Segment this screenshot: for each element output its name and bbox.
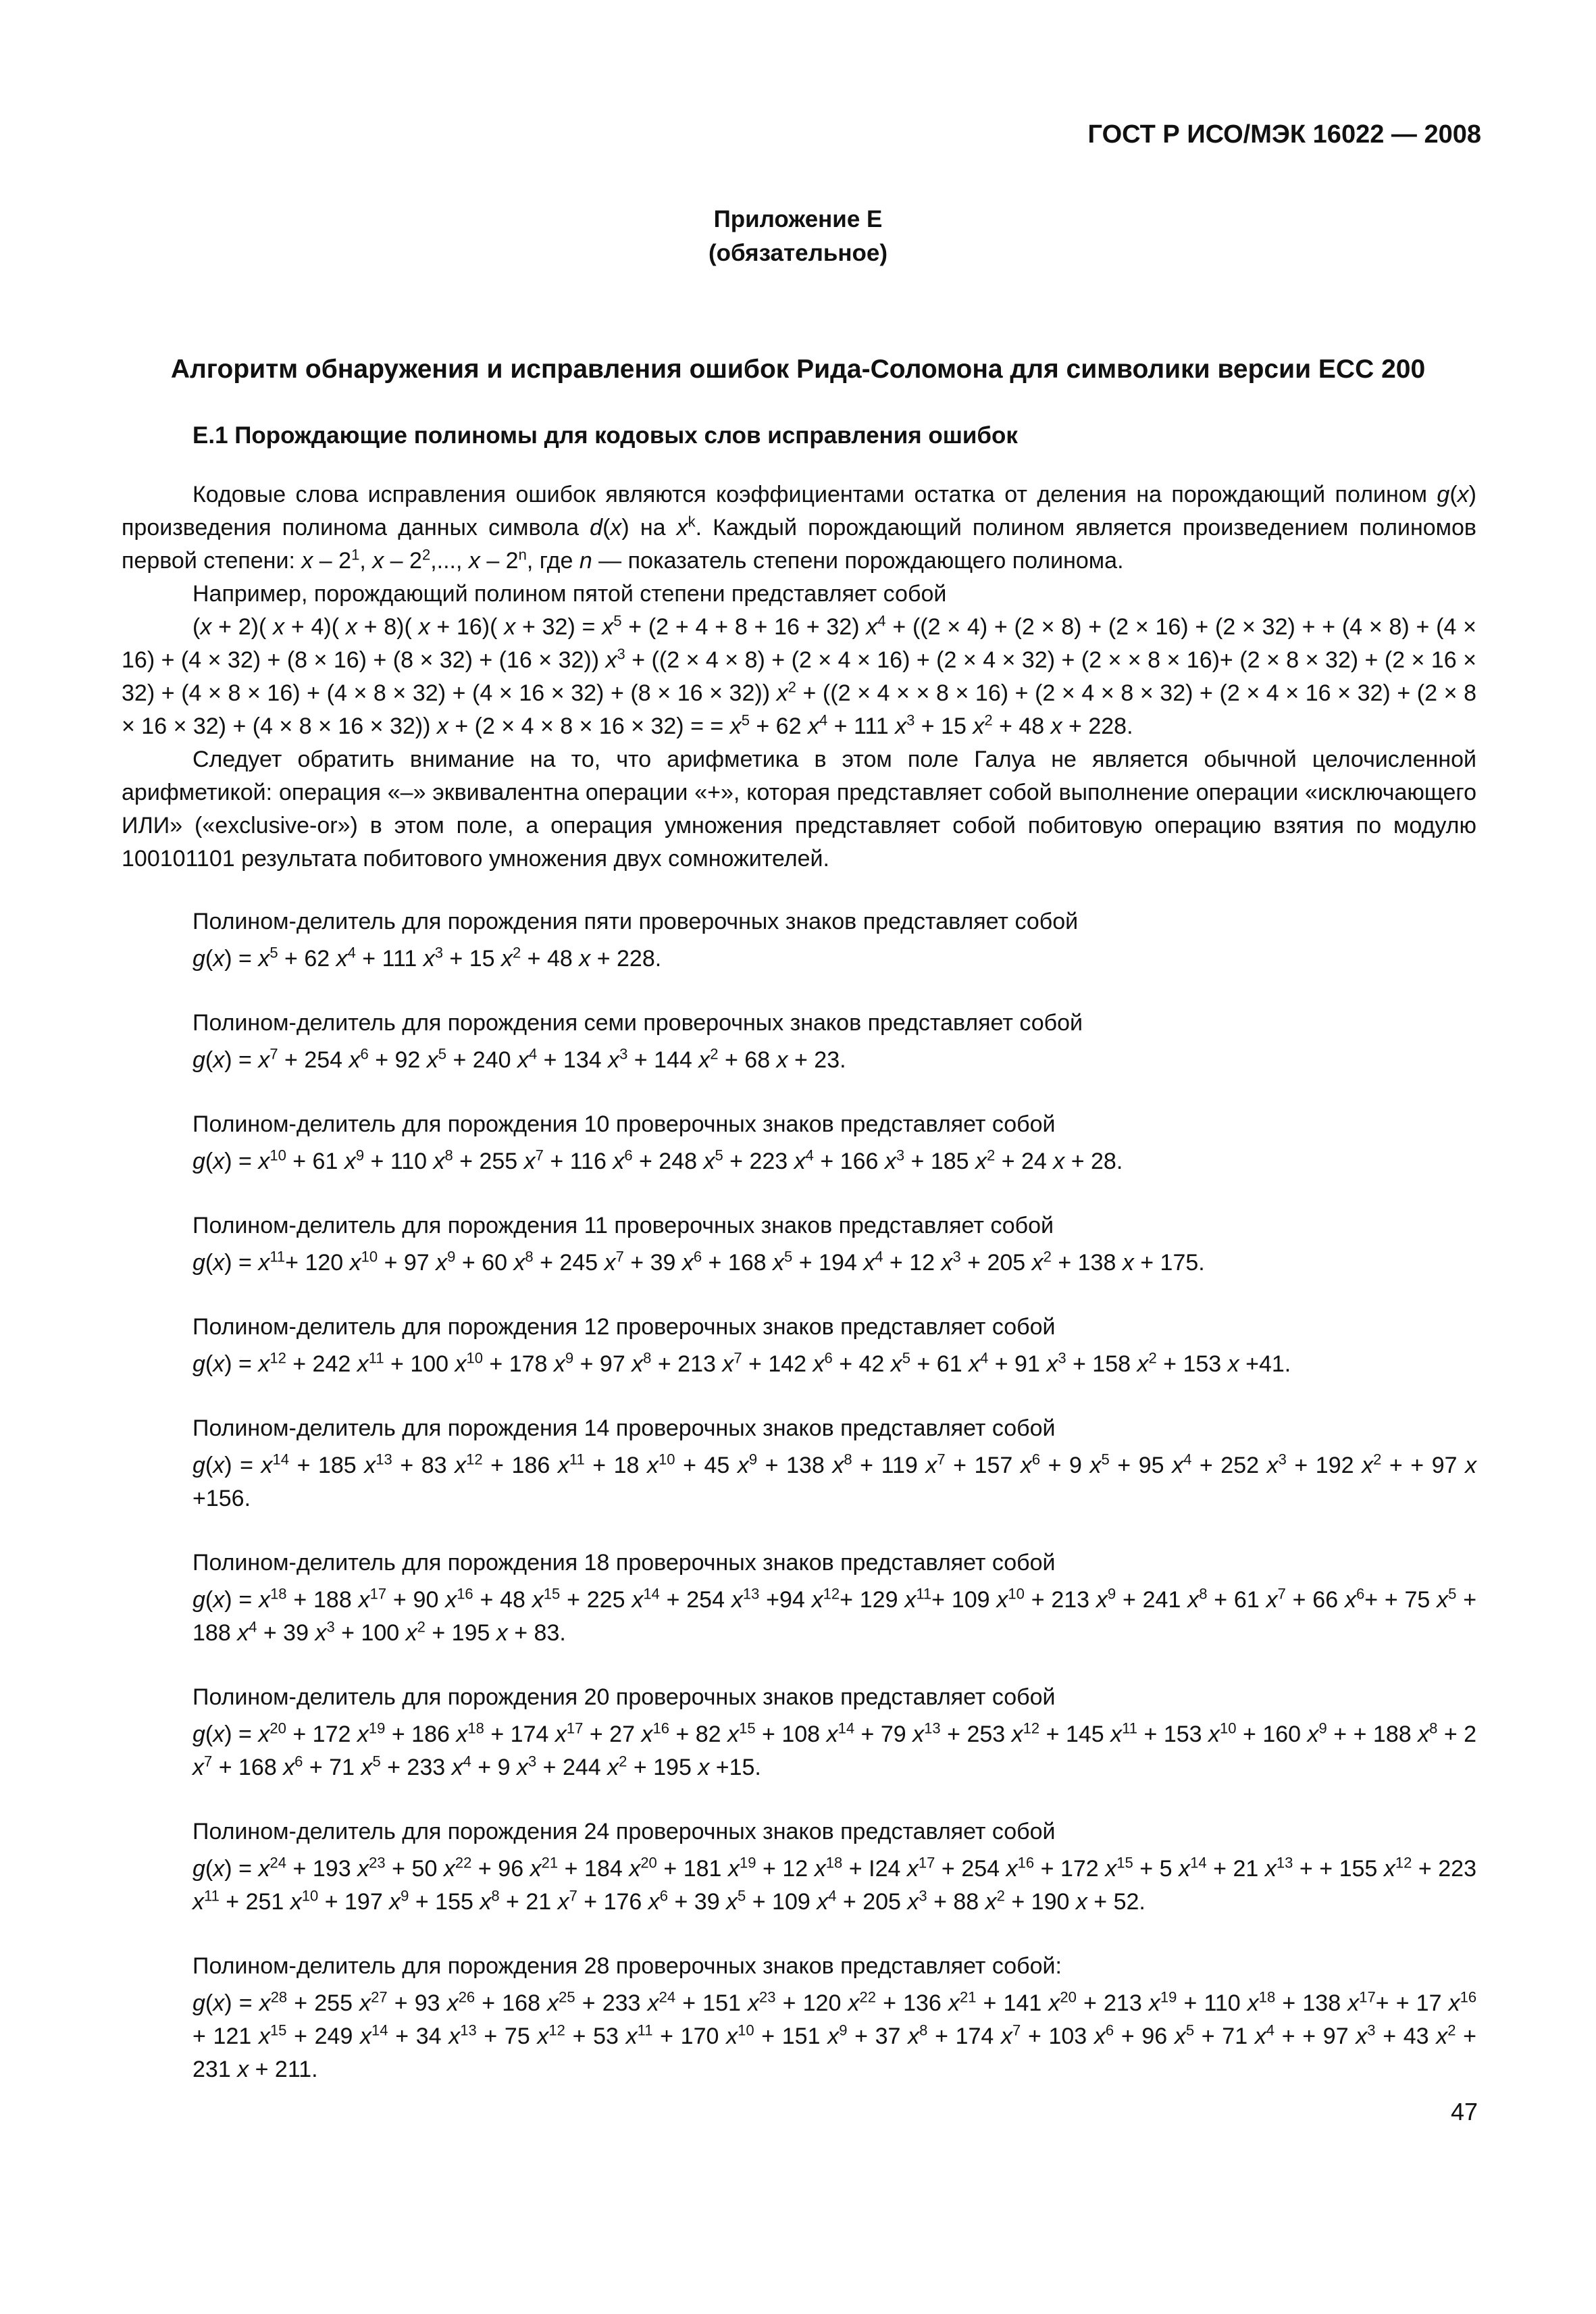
polynomial-intro: Полином-делитель для порождения 14 проверочных знаков представляет собой <box>192 1415 1056 1441</box>
polynomial-intro: Полином-делитель для порождения семи проверочных знаков представляет собой <box>192 1010 1083 1036</box>
polynomial-entry <box>122 905 1476 976</box>
polynomial-intro: Полином-делитель для порождения 11 проверочных знаков представляет собой <box>192 1213 1054 1238</box>
polynomial-formula: $g(x) = x^{12} + 242$ $x^{11} + 100$ $x^{10} + 178$ $x^9 + 97$ $x^8 + 213$ $x^7 + 142$ $x^6 + 42$ $x^5 + 61$ $x^4 + 91$ $x^3 + 158$ $x^2 + 153$ x +41. <box>192 1349 1291 1377</box>
polynomial-intro: Полином-делитель для порождения 24 проверочных знаков представляет собой <box>192 1819 1056 1844</box>
polynomial-intro: Полином-делитель для порождения 28 проверочных знаков представляет собой: <box>192 1953 1062 1979</box>
annex-title: Приложение Е <box>713 206 883 232</box>
paragraph-definition: Кодовые слова исправления ошибок являются коэффициентами остатка от деления на порождающий полином g(x) произведения полинома данных символа d(x) на $x^k$. Каждый порождающий полином является произведением полиномов первой степени: x – $2^1$, x – $2^2$,..., x – 2$^n$, где n — показатель степени порождающего полинома. <box>122 482 1476 574</box>
paragraph-example-lead: Например, порождающий полином пятой степени представляет собой <box>192 581 947 607</box>
polynomial-intro: Полином-делитель для порождения 18 проверочных знаков представляет собой <box>192 1550 1056 1576</box>
section-title: Е.1 Порождающие полиномы для кодовых слов исправления ошибок <box>192 422 1018 449</box>
polynomial-formula: $g(x) = x^{14} + 185$ $x^{13} + 83$ $x^{12} + 186$ $x^{11} + 18$ $x^{10} + 45$ $x^9 + 138$ $x^8 + 119$ $x^7 + 157$ $x^6 + 9$ $x^5 + 95$ $x^4 + 252$ $x^3 + 192$ $x^2$ + + 97 x +156. <box>192 1451 1477 1511</box>
annex-status: (обязательное) <box>708 240 887 266</box>
polynomial-formula: $g(x) = x^{28} + 255$ $x^{27} + 93$ $x^{26} + 168$ $x^{25} + 233$ $x^{24} + 151$ $x^{23} + 120$ $x^{22} + 136$ $x^{21} + 141$ $x^{20} + 213$ $x^{19} + 110$ $x^{18} + 138$ $x^{17}+ + 17$ $x^{16} + 121$ $x^{15} + 249$ $x^{14} + 34$ $x^{13} + 75$ $x^{12} + 53$ $x^{11} + 170$ $x^{10} + 151$ $x^9 + 37$ $x^8 + 174$ $x^7 + 103$ $x^6 + 96$ $x^5 + 71$ $x^4$ + + 97 $x^3 + 43$ $x^2 + 231$ x + 211. <box>192 1988 1477 2082</box>
polynomial-entry <box>122 1108 1476 1178</box>
main-title: Алгоритм обнаружения и исправления ошибок Рида-Соломона для символики версии ЕСС 200 <box>170 355 1426 384</box>
polynomial-formula: $g(x) = x^{10} + 61$ $x^9 + 110$ $x^8 + 255$ $x^7 + 116$ $x^6 + 248$ $x^5 + 223$ $x^4 + 166$ $x^3 + 185$ $x^2 + 24$ x + 28. <box>192 1147 1123 1174</box>
polynomial-entry <box>122 1546 1476 1650</box>
polynomial-entry <box>122 1007 1476 1077</box>
polynomial-entry <box>122 1950 1476 2086</box>
polynomial-intro: Полином-делитель для порождения 10 проверочных знаков представляет собой <box>192 1111 1056 1137</box>
paragraph-galois-note: Следует обратить внимание на то, что арифметика в этом поле Галуа не является обычной целочисленной арифметикой: операция «–» эквивалентна операции «+», которая представляет собой выполнение операции «исключающего ИЛИ» («exclusive-or») в этом поле, а операция умножения представляет собой побитовую операцию взятия по модулю 100101101 результата побитового умножения двух сомножителей. <box>122 747 1476 872</box>
polynomial-entry <box>122 1209 1476 1280</box>
polynomial-formula: $g(x) = x^{20} + 172$ $x^{19} + 186$ $x^{18} + 174$ $x^{17} + 27$ $x^{16} + 82$ $x^{15} + 108$ $x^{14} + 79$ $x^{13} + 253$ $x^{12} + 145$ $x^{11} + 153$ $x^{10} + 160$ $x^9$ + + 188 $x^8 + 2$ $x^7 + 168$ $x^6 + 71$ $x^5 + 233$ $x^4 + 9$ $x^3 + 244$ $x^2 + 195$ x +15. <box>192 1719 1477 1780</box>
standard-header: ГОСТ Р ИСО/МЭК 16022 — 2008 <box>1087 120 1481 149</box>
polynomial-entry <box>122 1815 1476 1919</box>
polynomial-formula: $g(x) = x^{11}+ 120$ $x^{10} + 97$ $x^9 + 60$ $x^8 + 245$ $x^7 + 39$ $x^6 + 168$ $x^5 + 194$ $x^4 + 12$ $x^3 + 205$ $x^2 + 138$ x + 175. <box>192 1248 1205 1276</box>
polynomial-intro: Полином-делитель для порождения 20 проверочных знаков представляет собой <box>192 1684 1056 1710</box>
polynomial-list <box>122 905 1476 2117</box>
polynomial-entry <box>122 1412 1476 1515</box>
polynomial-formula: $g(x) = x^7 + 254$ $x^6 + 92$ $x^5 + 240$ $x^4 + 134$ $x^3 + 144$ $x^2 + 68$ x + 23. <box>192 1045 846 1073</box>
polynomial-intro: Полином-делитель для порождения 12 проверочных знаков представляет собой <box>192 1314 1056 1340</box>
polynomial-formula: $g(x) = x^{24} + 193$ $x^{23} + 50$ $x^{22} + 96$ $x^{21} + 184$ $x^{20} + 181$ $x^{19} + 12$ $x^{18} + I24$ $x^{17} + 254$ $x^{16} + 172$ $x^{15} + 5$ $x^{14} + 21$ $x^{13}$ + + 155 $x^{12} + 223$ $x^{11} + 251$ $x^{10} + 197$ $x^9 + 155$ $x^8 + 21$ $x^7 + 176$ $x^6 + 39$ $x^5 + 109$ $x^4 + 205$ $x^3 + 88$ $x^2 + 190$ x + 52. <box>192 1854 1477 1915</box>
polynomial-formula: $g(x) = x^{18} + 188$ $x^{17} + 90$ $x^{16} + 48$ $x^{15} + 225$ $x^{14} + 254$ $x^{13} +94$ $x^{12}+ 129$ $x^{11}+ 109$ $x^{10} + 213$ $x^9 + 241$ $x^8 + 61$ $x^7 + 66$ $x^6+ + 75$ $x^5 + 188$ $x^4 + 39$ $x^3 + 100$ $x^2 + 195$ x + 83. <box>192 1585 1477 1646</box>
polynomial-entry <box>122 1681 1476 1784</box>
polynomial-formula: $g(x) = x^5 + 62$ $x^4 + 111$ $x^3 + 15$ $x^2 + 48$ x + 228. <box>192 944 662 972</box>
expansion-formula: (x + 2)( x + 4)( x + 8)( x + 16)( $x + 32) = x^5 + (2 + 4 + 8 + 16 + 32) x^4 + ((2 \times 4) + (2 \times 8) + (2 \times 16) + (2 \times 32)$ + + (4 × 8) + (4 × 16) + (4 × 32) + (8 × 16) + (8 × 32) + (16 × 32)) $x^3 + ((2 \times 4 \times 8) + (2 \times 4 \times 16) + (2 \times 4 \times 32) + (2$ × × 8 × 16)+ (2 × 8 × 32) + (2 × 16 × 32) + (4 × 8 × 16) + (4 × 8 × 32) + (4 × 16 × 32) + (8 × 16 × 32)) $x^2 + ((2 \times 4$ × × 8 × 16) + (2 × 4 × 8 × 32) + (2 × 4 × 16 × 32) + (2 × 8 × 16 × 32) + (4 × 8 × 16 × 32)) x + (2 × 4 × 8 × 16 × 32) = = $x^5 + 62$ $x^4 + 111$ $x^3 + 15$ $x^2 + 48$ x + 228. <box>122 612 1477 739</box>
intro-text <box>122 478 1476 876</box>
page-number: 47 <box>1450 2098 1478 2126</box>
polynomial-entry <box>122 1311 1476 1381</box>
polynomial-intro: Полином-делитель для порождения пяти проверочных знаков представляет собой <box>192 909 1079 934</box>
